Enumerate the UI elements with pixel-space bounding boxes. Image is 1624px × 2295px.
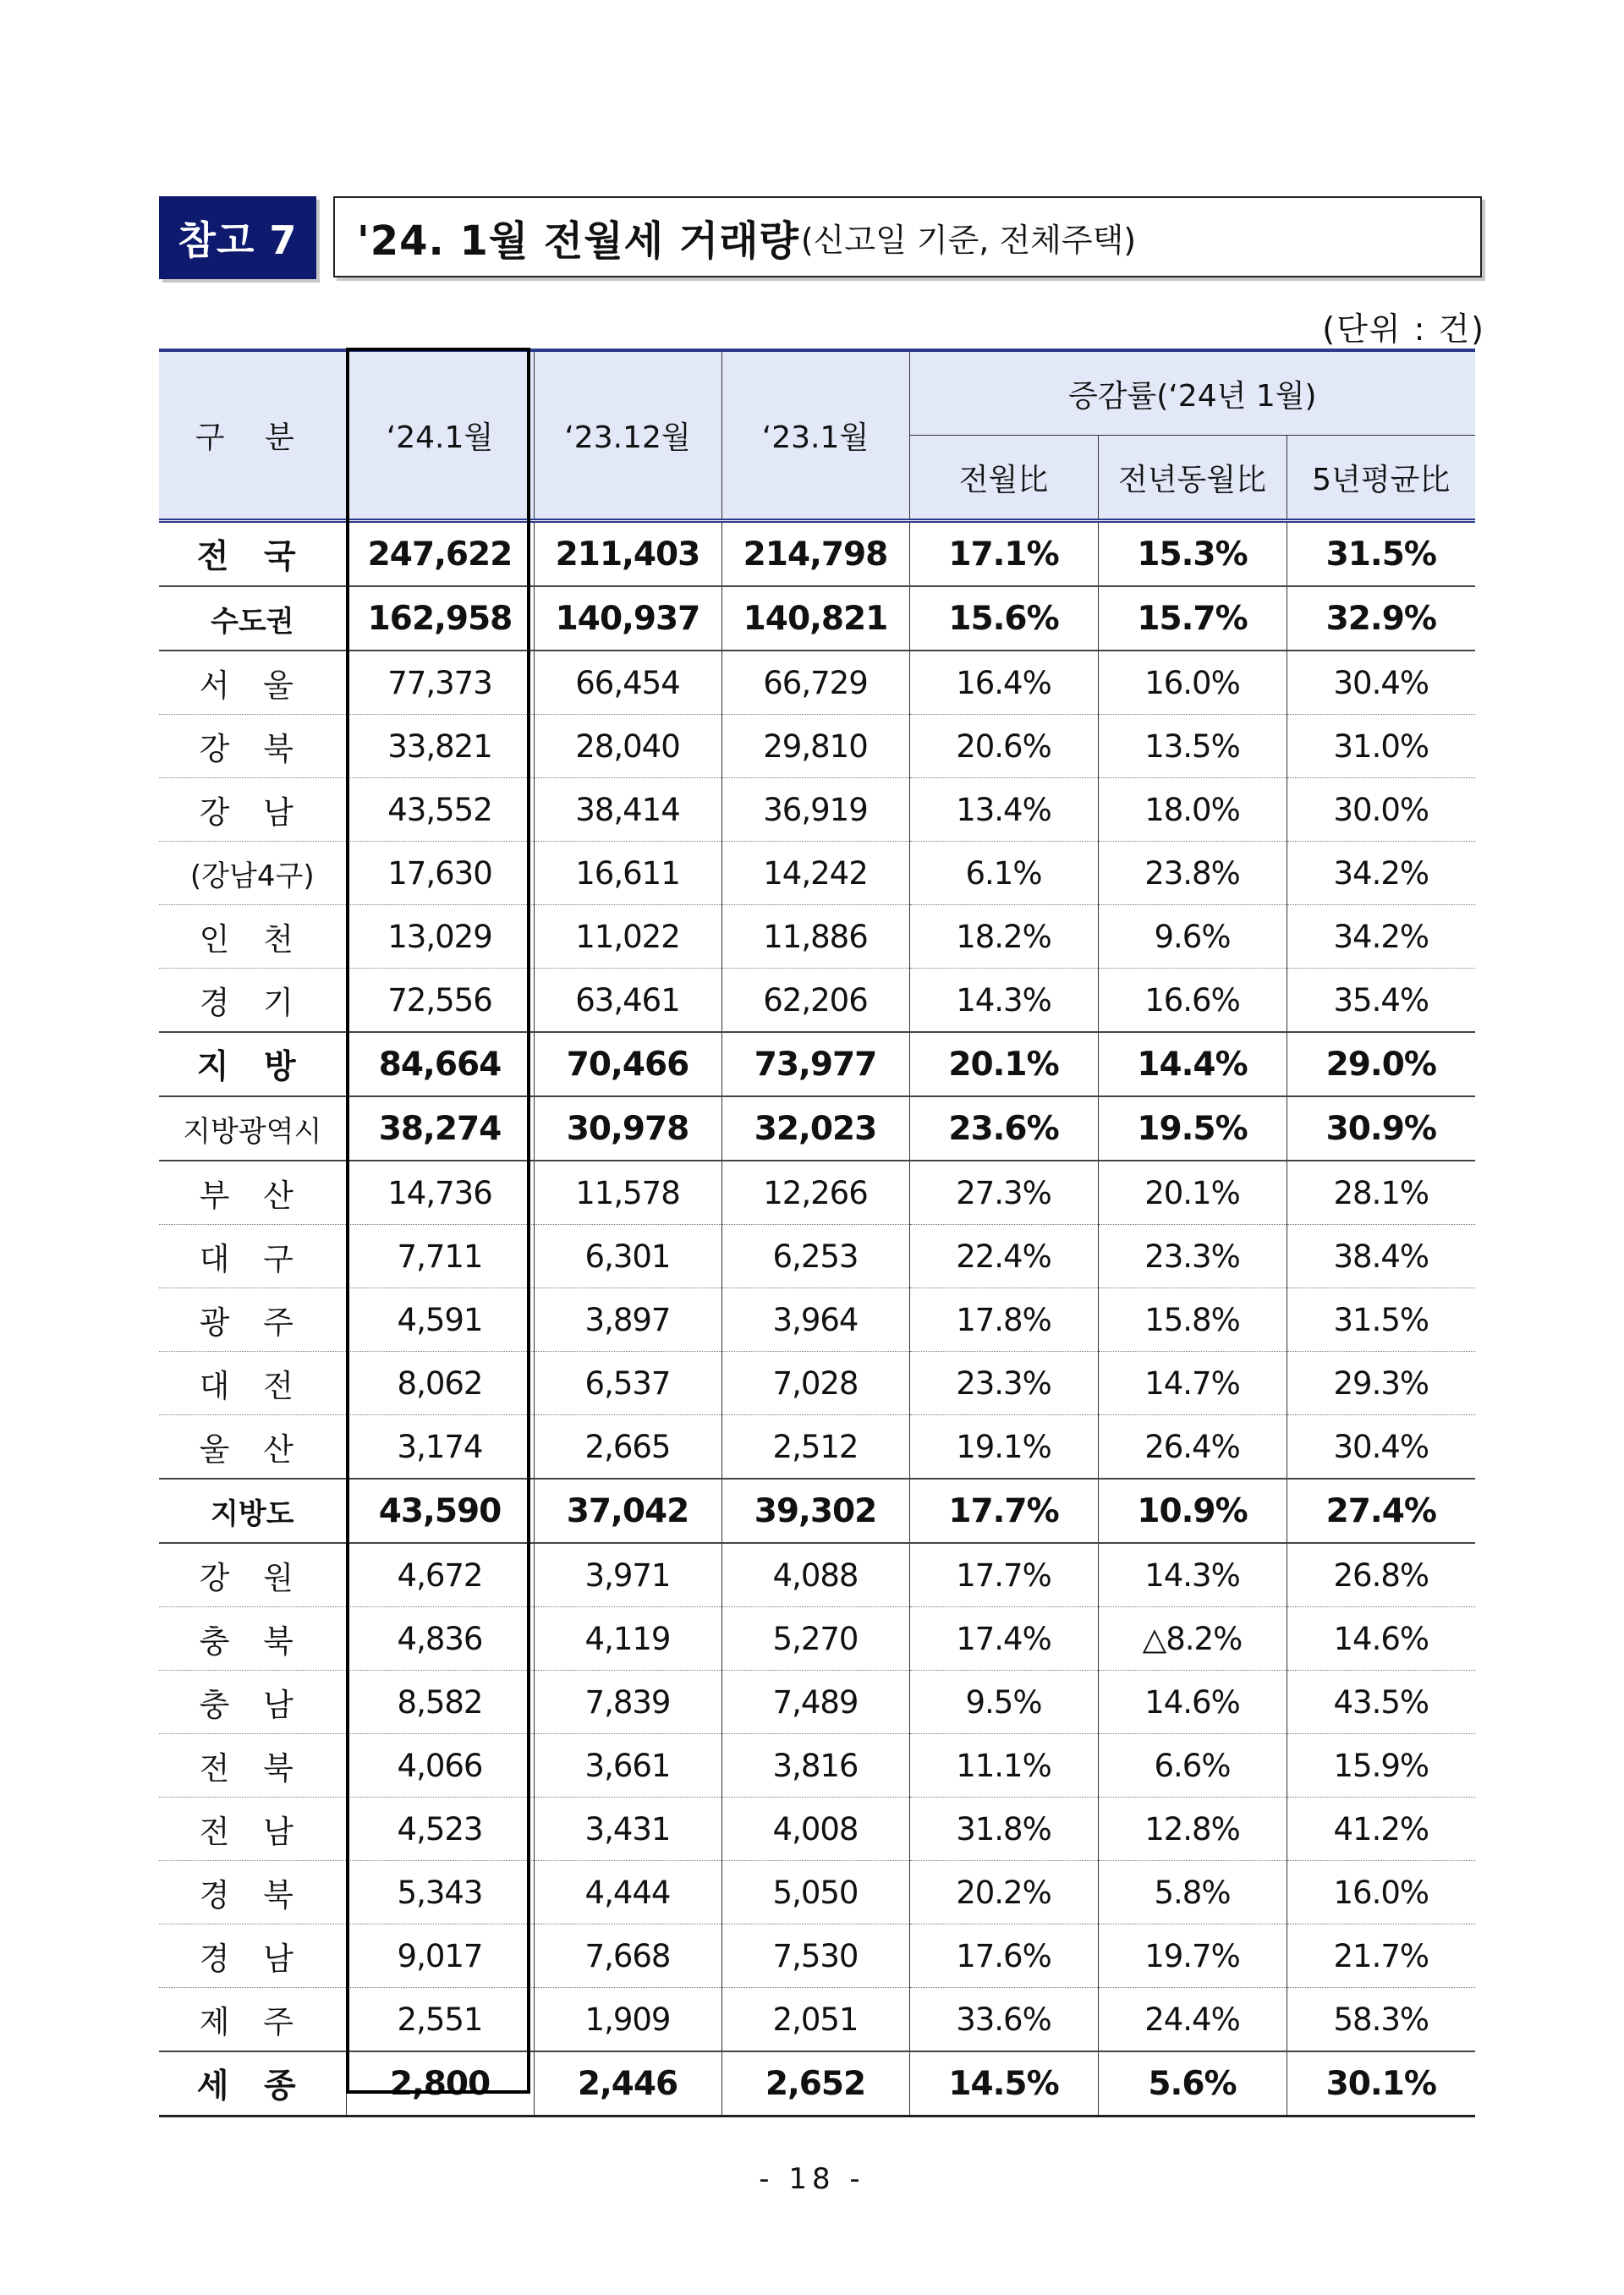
mom-cell: 16.4% [909,651,1098,715]
value-2301-cell: 7,530 [721,1924,909,1988]
yoy-cell: 20.1% [1098,1161,1287,1225]
mom-cell: 17.1% [909,521,1098,587]
yoy-cell: 9.6% [1098,905,1287,969]
region-cell: 부 산 [159,1161,346,1225]
yoy-cell: 23.8% [1098,842,1287,905]
region-cell: 수도권 [159,586,346,651]
table-row [159,2051,1475,2117]
table-row [159,1671,1475,1734]
avg5-cell: 31.5% [1287,521,1475,587]
value-2301-cell: 11,886 [721,905,909,969]
region-cell: 지방도 [159,1479,346,1543]
value-2301-cell: 140,821 [721,586,909,651]
mom-cell: 22.4% [909,1225,1098,1288]
value-2312-cell: 2,446 [534,2051,721,2117]
yoy-cell: △8.2% [1098,1607,1287,1671]
table-row [159,905,1475,969]
value-2301-cell: 4,088 [721,1543,909,1607]
avg5-cell: 38.4% [1287,1225,1475,1288]
value-2301-cell: 2,652 [721,2051,909,2117]
value-2401-cell: 2,551 [346,1988,534,2052]
reference-label: 참고 7 [178,217,298,263]
region-cell: 전 북 [159,1734,346,1798]
rental-transactions-table [159,349,1475,2117]
value-2401-cell: 4,066 [346,1734,534,1798]
value-2301-cell: 12,266 [721,1161,909,1225]
table-row [159,778,1475,842]
region-cell: 지 방 [159,1032,346,1096]
table-row [159,1352,1475,1415]
value-2312-cell: 37,042 [534,1479,721,1543]
region-cell: 대 전 [159,1352,346,1415]
col-header-yoy: 전년동월比 [1098,436,1287,521]
table-row [159,586,1475,651]
avg5-cell: 29.0% [1287,1032,1475,1096]
yoy-cell: 23.3% [1098,1225,1287,1288]
value-2401-cell: 17,630 [346,842,534,905]
table-row [159,1798,1475,1861]
value-2401-cell: 4,672 [346,1543,534,1607]
value-2301-cell: 66,729 [721,651,909,715]
region-cell: 울 산 [159,1415,346,1480]
value-2312-cell: 6,537 [534,1352,721,1415]
region-cell: 충 남 [159,1671,346,1734]
value-2301-cell: 36,919 [721,778,909,842]
region-cell: 전 남 [159,1798,346,1861]
region-cell: 광 주 [159,1288,346,1352]
yoy-cell: 14.4% [1098,1032,1287,1096]
yoy-cell: 15.8% [1098,1288,1287,1352]
table-row [159,1924,1475,1988]
col-header-2401: ‘24.1월 [346,350,534,521]
region-cell: 인 천 [159,905,346,969]
avg5-cell: 32.9% [1287,586,1475,651]
value-2301-cell: 39,302 [721,1479,909,1543]
region-cell: 지방광역시 [159,1096,346,1161]
yoy-cell: 12.8% [1098,1798,1287,1861]
value-2301-cell: 5,270 [721,1607,909,1671]
mom-cell: 17.7% [909,1479,1098,1543]
value-2301-cell: 7,028 [721,1352,909,1415]
value-2312-cell: 4,119 [534,1607,721,1671]
table-row [159,1032,1475,1096]
mom-cell: 17.7% [909,1543,1098,1607]
value-2401-cell: 247,622 [346,521,534,587]
avg5-cell: 16.0% [1287,1861,1475,1924]
avg5-cell: 30.4% [1287,651,1475,715]
avg5-cell: 30.1% [1287,2051,1475,2117]
value-2401-cell: 14,736 [346,1161,534,1225]
yoy-cell: 13.5% [1098,715,1287,778]
unit-note: (단위 : 건) [1322,310,1485,348]
mom-cell: 20.1% [909,1032,1098,1096]
value-2312-cell: 16,611 [534,842,721,905]
mom-cell: 14.5% [909,2051,1098,2117]
reference-badge [159,196,316,279]
value-2312-cell: 70,466 [534,1032,721,1096]
yoy-cell: 16.6% [1098,969,1287,1033]
avg5-cell: 34.2% [1287,842,1475,905]
table-row [159,1607,1475,1671]
value-2312-cell: 3,431 [534,1798,721,1861]
avg5-cell: 29.3% [1287,1352,1475,1415]
value-2312-cell: 4,444 [534,1861,721,1924]
value-2312-cell: 11,578 [534,1161,721,1225]
avg5-cell: 26.8% [1287,1543,1475,1607]
yoy-cell: 5.8% [1098,1861,1287,1924]
yoy-cell: 19.7% [1098,1924,1287,1988]
value-2312-cell: 7,839 [534,1671,721,1734]
value-2401-cell: 77,373 [346,651,534,715]
page-title: '24. 1월 전월세 거래량 [357,217,799,265]
value-2401-cell: 9,017 [346,1924,534,1988]
avg5-cell: 15.9% [1287,1734,1475,1798]
table-row [159,1225,1475,1288]
value-2401-cell: 33,821 [346,715,534,778]
yoy-cell: 26.4% [1098,1415,1287,1480]
value-2301-cell: 6,253 [721,1225,909,1288]
page-subtitle: (신고일 기준, 전체주택) [800,221,1137,259]
value-2312-cell: 7,668 [534,1924,721,1988]
yoy-cell: 14.6% [1098,1671,1287,1734]
table-row [159,1161,1475,1225]
value-2301-cell: 214,798 [721,521,909,587]
yoy-cell: 5.6% [1098,2051,1287,2117]
value-2312-cell: 3,661 [534,1734,721,1798]
region-cell: 전 국 [159,521,346,587]
value-2401-cell: 7,711 [346,1225,534,1288]
value-2312-cell: 28,040 [534,715,721,778]
value-2401-cell: 13,029 [346,905,534,969]
avg5-cell: 30.4% [1287,1415,1475,1480]
region-cell: 강 원 [159,1543,346,1607]
region-cell: 경 기 [159,969,346,1033]
region-cell: 대 구 [159,1225,346,1288]
mom-cell: 23.6% [909,1096,1098,1161]
value-2301-cell: 62,206 [721,969,909,1033]
value-2401-cell: 38,274 [346,1096,534,1161]
table-row [159,1288,1475,1352]
col-header-region: 구 분 [159,350,346,521]
yoy-cell: 14.7% [1098,1352,1287,1415]
col-header-avg5: 5년평균比 [1287,436,1475,521]
table-row [159,521,1475,587]
value-2301-cell: 14,242 [721,842,909,905]
value-2401-cell: 84,664 [346,1032,534,1096]
avg5-cell: 41.2% [1287,1798,1475,1861]
avg5-cell: 35.4% [1287,969,1475,1033]
region-cell: 서 울 [159,651,346,715]
yoy-cell: 15.7% [1098,586,1287,651]
value-2312-cell: 3,971 [534,1543,721,1607]
mom-cell: 33.6% [909,1988,1098,2052]
value-2312-cell: 1,909 [534,1988,721,2052]
yoy-cell: 10.9% [1098,1479,1287,1543]
avg5-cell: 28.1% [1287,1161,1475,1225]
value-2312-cell: 2,665 [534,1415,721,1480]
region-cell: 세 종 [159,2051,346,2117]
value-2401-cell: 4,523 [346,1798,534,1861]
mom-cell: 11.1% [909,1734,1098,1798]
avg5-cell: 21.7% [1287,1924,1475,1988]
mom-cell: 9.5% [909,1671,1098,1734]
avg5-cell: 14.6% [1287,1607,1475,1671]
value-2312-cell: 211,403 [534,521,721,587]
value-2301-cell: 73,977 [721,1032,909,1096]
value-2401-cell: 4,591 [346,1288,534,1352]
region-cell: 경 북 [159,1861,346,1924]
value-2312-cell: 30,978 [534,1096,721,1161]
value-2401-cell: 4,836 [346,1607,534,1671]
avg5-cell: 27.4% [1287,1479,1475,1543]
mom-cell: 20.6% [909,715,1098,778]
value-2312-cell: 140,937 [534,586,721,651]
table-row [159,969,1475,1033]
yoy-cell: 24.4% [1098,1988,1287,2052]
mom-cell: 31.8% [909,1798,1098,1861]
mom-cell: 18.2% [909,905,1098,969]
value-2301-cell: 3,816 [721,1734,909,1798]
avg5-cell: 34.2% [1287,905,1475,969]
value-2401-cell: 5,343 [346,1861,534,1924]
table-row [159,715,1475,778]
avg5-cell: 58.3% [1287,1988,1475,2052]
value-2301-cell: 7,489 [721,1671,909,1734]
value-2312-cell: 6,301 [534,1225,721,1288]
value-2401-cell: 2,800 [346,2051,534,2117]
col-header-2301: ‘23.1월 [721,350,909,521]
region-cell: (강남4구) [159,842,346,905]
avg5-cell: 30.9% [1287,1096,1475,1161]
value-2312-cell: 38,414 [534,778,721,842]
value-2312-cell: 3,897 [534,1288,721,1352]
value-2301-cell: 4,008 [721,1798,909,1861]
value-2312-cell: 11,022 [534,905,721,969]
mom-cell: 17.6% [909,1924,1098,1988]
table-row [159,1415,1475,1480]
value-2312-cell: 63,461 [534,969,721,1033]
region-cell: 경 남 [159,1924,346,1988]
table-row [159,1479,1475,1543]
table-row [159,1543,1475,1607]
value-2401-cell: 162,958 [346,586,534,651]
table-row [159,842,1475,905]
yoy-cell: 14.3% [1098,1543,1287,1607]
mom-cell: 15.6% [909,586,1098,651]
mom-cell: 17.8% [909,1288,1098,1352]
yoy-cell: 15.3% [1098,521,1287,587]
value-2301-cell: 29,810 [721,715,909,778]
yoy-cell: 19.5% [1098,1096,1287,1161]
title-box [333,196,1482,277]
avg5-cell: 43.5% [1287,1671,1475,1734]
value-2401-cell: 8,582 [346,1671,534,1734]
region-cell: 강 북 [159,715,346,778]
region-cell: 충 북 [159,1607,346,1671]
mom-cell: 14.3% [909,969,1098,1033]
value-2301-cell: 3,964 [721,1288,909,1352]
value-2401-cell: 3,174 [346,1415,534,1480]
col-header-growth-group: 증감률(‘24년 1월) [909,350,1475,436]
value-2312-cell: 66,454 [534,651,721,715]
avg5-cell: 30.0% [1287,778,1475,842]
value-2401-cell: 8,062 [346,1352,534,1415]
col-header-mom: 전월比 [909,436,1098,521]
mom-cell: 13.4% [909,778,1098,842]
mom-cell: 19.1% [909,1415,1098,1480]
value-2401-cell: 43,590 [346,1479,534,1543]
value-2301-cell: 32,023 [721,1096,909,1161]
table-row [159,1988,1475,2052]
region-cell: 강 남 [159,778,346,842]
value-2301-cell: 5,050 [721,1861,909,1924]
mom-cell: 27.3% [909,1161,1098,1225]
col-header-2312: ‘23.12월 [534,350,721,521]
value-2301-cell: 2,512 [721,1415,909,1480]
region-cell: 제 주 [159,1988,346,2052]
mom-cell: 20.2% [909,1861,1098,1924]
table-row [159,651,1475,715]
value-2401-cell: 43,552 [346,778,534,842]
value-2401-cell: 72,556 [346,969,534,1033]
yoy-cell: 16.0% [1098,651,1287,715]
yoy-cell: 6.6% [1098,1734,1287,1798]
page-number: - 18 - [759,2162,865,2196]
avg5-cell: 31.0% [1287,715,1475,778]
table-row [159,1861,1475,1924]
mom-cell: 23.3% [909,1352,1098,1415]
avg5-cell: 31.5% [1287,1288,1475,1352]
mom-cell: 17.4% [909,1607,1098,1671]
table-row [159,1096,1475,1161]
yoy-cell: 18.0% [1098,778,1287,842]
mom-cell: 6.1% [909,842,1098,905]
value-2301-cell: 2,051 [721,1988,909,2052]
table-row [159,1734,1475,1798]
